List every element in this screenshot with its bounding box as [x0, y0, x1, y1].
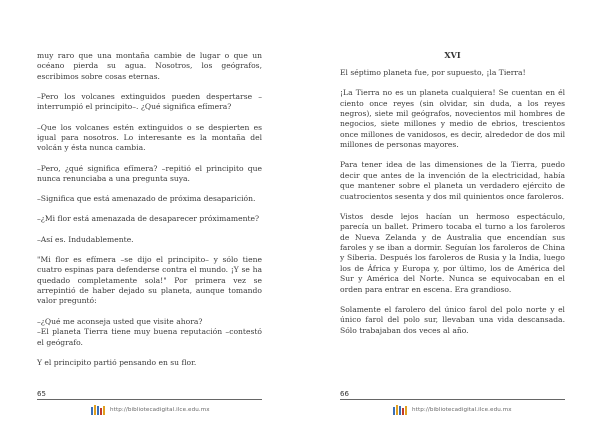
books-icon: [91, 405, 106, 415]
footer-divider: [340, 399, 565, 400]
paragraph: –Significa que está amenazado de próxima desaparición.: [37, 194, 256, 204]
paragraph: Solamente el farolero del único farol del polo norte y el único farol del polo sur, llevaban una vida descansada. Sólo trabajaban dos veces al año.: [340, 304, 565, 335]
chapter-title: XVI: [444, 50, 461, 60]
left-page-text: [37, 51, 262, 378]
paragraph: –Pero, ¿qué significa efímera? –repitió el principito que nunca renunciaba a una pregunta suya.: [37, 163, 262, 184]
paragraph: –¿Qué me aconseja usted que visite ahora?: [37, 316, 203, 326]
paragraph: –El planeta Tierra tiene muy buena reputación –contestó el geógrafo.: [37, 327, 262, 347]
paragraph: –Pero los volcanes extinguidos pueden despertarse –interrumpió el principito–. ¿Qué significa efímera?: [37, 92, 262, 112]
right-page: [300, 0, 600, 425]
page-number: 66: [340, 390, 349, 398]
paragraph: ¡La Tierra no es un planeta cualquiera! Se cuentan en él ciento once reyes (sin olvidar, sin duda, a los reyes negros), siete mil geógrafos, novecientos mil hombres de negocios, siete millones y medio de ebrios, trescientos once millones de vanidosos, es decir, alrededor de dos mil millones de personas mayores.: [340, 88, 565, 150]
paragraph: –Que los volcanes estén extinguidos o se despierten es igual para nosotros. Lo interesante es la montaña del volcán y ésta nunca cambia.: [37, 122, 262, 153]
paragraph: Y el principito partió pensando en su flor.: [37, 357, 197, 367]
footer: [91, 404, 210, 416]
paragraph: "Mi flor es efímera –se dijo el principito– y sólo tiene cuatro espinas para defenderse contra el mundo. ¡Y se ha quedado completamente sola!" Por primera vez se arrepintió de haber dejado su planeta, aunque tomando valor preguntó:: [37, 254, 262, 306]
paragraph: –Así es. Indudablemente.: [37, 234, 134, 244]
right-page-text: [340, 68, 565, 346]
footer-divider: [37, 399, 262, 400]
paragraph: Vistos desde lejos hacían un hermoso espectáculo, parecía un ballet. Primero tocaba el turno a los faroleros de Nueva Zelanda y de Australia que encendían sus faroles y se iban a dormir. Seguían los faroleros de China y Siberia. Después los faroleros de Rusia y la India, luego los de África y Europa y, por último, los de América del Sur y América del Norte. Nunca se equivocaban en el orden para entrar en escena. Era grandioso.: [340, 211, 565, 294]
footer-url-link[interactable]: http://bibliotecadigital.ilce.edu.mx: [412, 407, 512, 413]
paragraph: –¿Mi flor está amenazada de desaparecer próximamente?: [37, 214, 260, 224]
books-icon: [393, 405, 408, 415]
footer-url-link[interactable]: http://bibliotecadigital.ilce.edu.mx: [110, 407, 210, 413]
paragraph: El séptimo planeta fue, por supuesto, ¡la Tierra!: [340, 68, 526, 77]
paragraph: muy raro que una montaña cambie de lugar o que un océano pierda su agua. Nosotros, los geógrafos, escribimos sobre cosas eternas.: [37, 51, 262, 81]
paragraph: Para tener idea de las dimensiones de la Tierra, puedo decir que antes de la invención de la electricidad, había que mantener sobre el planeta un verdadero ejército de cuatrocientos sesenta y dos mil quinientos once faroleros.: [340, 160, 565, 201]
page-number: 65: [37, 390, 46, 398]
footer: [393, 404, 512, 416]
